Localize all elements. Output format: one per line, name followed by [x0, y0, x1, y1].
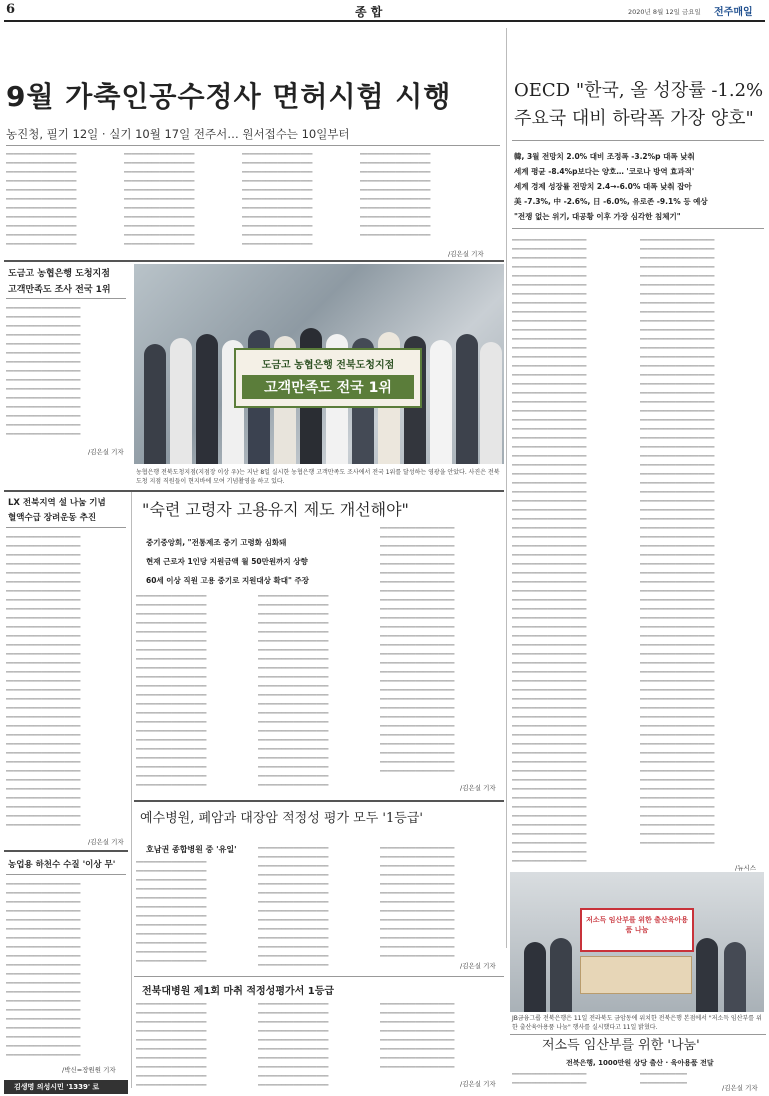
jbuh-byline: /김은실 기자	[460, 1080, 496, 1088]
jbuh-body-col1: ━━━━━━━━━━━━━━━━━━ ━━━━━━━━━━━━━━━━━━ ━━━━━━━━━━━━━━━━━━ ━━━━━━━━━━━━━━━━━━ ━━━━━━━━━━━━━━━━━━ ━━━━━━━━━━━━━━━━━━ ━━━━━━━━━━━━━━━━━━ ━━━━━━━━━━━━━━━━━━ ━━━━━━━━━━━━━━━━━━ ━━━━━━━━━━━━━━━━━━	[136, 1000, 207, 1089]
masthead-rule	[4, 20, 765, 22]
aged-headline: "숙련 고령자 고용유지 제도 개선해야"	[142, 500, 409, 519]
lead-body-col1: ━━━━━━━━━━━━━━━━━━ ━━━━━━━━━━━━━━━━━━ ━━━━━━━━━━━━━━━━━━ ━━━━━━━━━━━━━━━━━━ ━━━━━━━━━━━━━━━━━━ ━━━━━━━━━━━━━━━━━━ ━━━━━━━━━━━━━━━━━━ ━━━━━━━━━━━━━━━━━━ ━━━━━━━━━━━━━━━━━━ ━━━━━━━━━━━━━━━━━━ ━━━━━━━━━━━━━━━━━━	[6, 150, 77, 248]
lead-byline: /김은실 기자	[448, 250, 484, 258]
nonghyup-banner-line2: 고객만족도 전국 1위	[242, 375, 414, 399]
nonghyup-staff-photo	[134, 264, 504, 464]
lx-headline: 혈액수급 장려운동 추진	[8, 513, 97, 523]
jbbank-donation-photo	[510, 872, 764, 1012]
aged-body-col1: ━━━━━━━━━━━━━━━━━━ ━━━━━━━━━━━━━━━━━━ ━━━━━━━━━━━━━━━━━━ ━━━━━━━━━━━━━━━━━━ ━━━━━━━━━━━━━━━━━━ ━━━━━━━━━━━━━━━━━━ ━━━━━━━━━━━━━━━━━━ ━━━━━━━━━━━━━━━━━━ ━━━━━━━━━━━━━━━━━━ ━━━━━━━━━━━━━━━━━━ ━━━━━━━━━━━━━━━━━━ ━━━━━━━━━━━━━━━━━━ ━━━━━━━━━━━━━━━━━━ ━━━━━━━━━━━━━━━━━━ ━━━━━━━━━━━━━━━━━━ ━━━━━━━━━━━━━━━━━━ ━━━━━━━━━━━━━━━━━━ ━━━━━━━━━━━━━━━━━━ ━━━━━━━━━━━━━━━━━━ ━━━━━━━━━━━━━━━━━━ ━━━━━━━━━━━━━━━━━━ ━━━━━━━━━━━━━━━━━━	[136, 592, 207, 789]
nonghyup-headline: 고객만족도 조사 전국 1위	[8, 285, 111, 295]
jbbank-photo-caption: JB금융그룹 전북은행은 11일 전라북도 금암동에 위치한 전북은행 본점에서 "저소득 임산부를 위한 출산육아용품 나눔" 행사를 실시했다고 11일 밝혔다.	[512, 1015, 762, 1031]
oecd-summary-rule	[512, 228, 764, 229]
aged-body-col3: ━━━━━━━━━━━━━━━━━━━ ━━━━━━━━━━━━━━━━━━━ ━━━━━━━━━━━━━━━━━━━ ━━━━━━━━━━━━━━━━━━━ ━━━━━━━━━━━━━━━━━━━ ━━━━━━━━━━━━━━━━━━━ ━━━━━━━━━━━━━━━━━━━ ━━━━━━━━━━━━━━━━━━━ ━━━━━━━━━━━━━━━━━━━ ━━━━━━━━━━━━━━━━━━━ ━━━━━━━━━━━━━━━━━━━ ━━━━━━━━━━━━━━━━━━━ ━━━━━━━━━━━━━━━━━━━ ━━━━━━━━━━━━━━━━━━━ ━━━━━━━━━━━━━━━━━━━ ━━━━━━━━━━━━━━━━━━━ ━━━━━━━━━━━━━━━━━━━ ━━━━━━━━━━━━━━━━━━━ ━━━━━━━━━━━━━━━━━━━ ━━━━━━━━━━━━━━━━━━━ ━━━━━━━━━━━━━━━━━━━ ━━━━━━━━━━━━━━━━━━━ ━━━━━━━━━━━━━━━━━━━ ━━━━━━━━━━━━━━━━━━━ ━━━━━━━━━━━━━━━━━━━ ━━━━━━━━━━━━━━━━━━━ ━━━━━━━━━━━━━━━━━━━ ━━━━━━━━━━━━━━━━━━━	[380, 524, 455, 775]
hospital-headline: 예수병원, 폐암과 대장암 적정성 평가 모두 '1등급'	[140, 811, 423, 826]
lead-subhead: 농진청, 필기 12일 · 실기 10월 17일 전주서… 원서접수는 10일부터	[6, 127, 350, 141]
lead-body-col4: ━━━━━━━━━━━━━━━━━━ ━━━━━━━━━━━━━━━━━━ ━━━━━━━━━━━━━━━━━━ ━━━━━━━━━━━━━━━━━━ ━━━━━━━━━━━━━━━━━━ ━━━━━━━━━━━━━━━━━━ ━━━━━━━━━━━━━━━━━━ ━━━━━━━━━━━━━━━━━━ ━━━━━━━━━━━━━━━━━━ ━━━━━━━━━━━━━━━━━━	[360, 150, 431, 239]
agri-body: ━━━━━━━━━━━━━━━━━━━ ━━━━━━━━━━━━━━━━━━━ ━━━━━━━━━━━━━━━━━━━ ━━━━━━━━━━━━━━━━━━━ ━━━━━━━━━━━━━━━━━━━ ━━━━━━━━━━━━━━━━━━━ ━━━━━━━━━━━━━━━━━━━ ━━━━━━━━━━━━━━━━━━━ ━━━━━━━━━━━━━━━━━━━ ━━━━━━━━━━━━━━━━━━━ ━━━━━━━━━━━━━━━━━━━ ━━━━━━━━━━━━━━━━━━━ ━━━━━━━━━━━━━━━━━━━ ━━━━━━━━━━━━━━━━━━━ ━━━━━━━━━━━━━━━━━━━ ━━━━━━━━━━━━━━━━━━━ ━━━━━━━━━━━━━━━━━━━ ━━━━━━━━━━━━━━━━━━━ ━━━━━━━━━━━━━━━━━━━ ━━━━━━━━━━━━━━━━━━━	[6, 880, 81, 1059]
agri-headline: 농업용 하천수 수질 '이상 무'	[8, 860, 116, 870]
poverty-byline: /김은실 기자	[722, 1084, 758, 1092]
page-number: 6	[6, 2, 16, 17]
nonghyup-top-rule	[4, 260, 504, 262]
aged-body-col2: ━━━━━━━━━━━━━━━━━━ ━━━━━━━━━━━━━━━━━━ ━━━━━━━━━━━━━━━━━━ ━━━━━━━━━━━━━━━━━━ ━━━━━━━━━━━━━━━━━━ ━━━━━━━━━━━━━━━━━━ ━━━━━━━━━━━━━━━━━━ ━━━━━━━━━━━━━━━━━━ ━━━━━━━━━━━━━━━━━━ ━━━━━━━━━━━━━━━━━━ ━━━━━━━━━━━━━━━━━━ ━━━━━━━━━━━━━━━━━━ ━━━━━━━━━━━━━━━━━━ ━━━━━━━━━━━━━━━━━━ ━━━━━━━━━━━━━━━━━━ ━━━━━━━━━━━━━━━━━━ ━━━━━━━━━━━━━━━━━━ ━━━━━━━━━━━━━━━━━━ ━━━━━━━━━━━━━━━━━━ ━━━━━━━━━━━━━━━━━━ ━━━━━━━━━━━━━━━━━━ ━━━━━━━━━━━━━━━━━━	[258, 592, 329, 789]
oecd-summary-2: 세계 평균 -8.4%p보다는 양호… '코로나 방역 효과적'	[514, 167, 695, 176]
oecd-rule	[512, 140, 764, 141]
lx-byline: /김은실 기자	[88, 838, 124, 846]
hospital-subhead: 호남권 종합병원 중 '유일'	[146, 845, 237, 854]
aged-deck-3: 60세 이상 직원 고용 중기로 지원대상 확대" 주장	[146, 576, 310, 585]
poverty-body-col1: ━━━━━━━━━━━━━━━━━━━ ━━━━━━━━━━━━━━━━━━━	[512, 1070, 587, 1087]
hospital-byline: /김은실 기자	[460, 962, 496, 970]
lx-top-rule	[4, 490, 504, 492]
oecd-body-col1: ━━━━━━━━━━━━━━━━━━━ ━━━━━━━━━━━━━━━━━━━ ━━━━━━━━━━━━━━━━━━━ ━━━━━━━━━━━━━━━━━━━ ━━━━━━━━━━━━━━━━━━━ ━━━━━━━━━━━━━━━━━━━ ━━━━━━━━━━━━━━━━━━━ ━━━━━━━━━━━━━━━━━━━ ━━━━━━━━━━━━━━━━━━━ ━━━━━━━━━━━━━━━━━━━ ━━━━━━━━━━━━━━━━━━━ ━━━━━━━━━━━━━━━━━━━ ━━━━━━━━━━━━━━━━━━━ ━━━━━━━━━━━━━━━━━━━ ━━━━━━━━━━━━━━━━━━━ ━━━━━━━━━━━━━━━━━━━ ━━━━━━━━━━━━━━━━━━━ ━━━━━━━━━━━━━━━━━━━ ━━━━━━━━━━━━━━━━━━━ ━━━━━━━━━━━━━━━━━━━ ━━━━━━━━━━━━━━━━━━━ ━━━━━━━━━━━━━━━━━━━ ━━━━━━━━━━━━━━━━━━━ ━━━━━━━━━━━━━━━━━━━ ━━━━━━━━━━━━━━━━━━━ ━━━━━━━━━━━━━━━━━━━ ━━━━━━━━━━━━━━━━━━━ ━━━━━━━━━━━━━━━━━━━ ━━━━━━━━━━━━━━━━━━━ ━━━━━━━━━━━━━━━━━━━ ━━━━━━━━━━━━━━━━━━━ ━━━━━━━━━━━━━━━━━━━ ━━━━━━━━━━━━━━━━━━━ ━━━━━━━━━━━━━━━━━━━ ━━━━━━━━━━━━━━━━━━━ ━━━━━━━━━━━━━━━━━━━ ━━━━━━━━━━━━━━━━━━━ ━━━━━━━━━━━━━━━━━━━ ━━━━━━━━━━━━━━━━━━━ ━━━━━━━━━━━━━━━━━━━ ━━━━━━━━━━━━━━━━━━━ ━━━━━━━━━━━━━━━━━━━ ━━━━━━━━━━━━━━━━━━━ ━━━━━━━━━━━━━━━━━━━ ━━━━━━━━━━━━━━━━━━━ ━━━━━━━━━━━━━━━━━━━ ━━━━━━━━━━━━━━━━━━━ ━━━━━━━━━━━━━━━━━━━ ━━━━━━━━━━━━━━━━━━━ ━━━━━━━━━━━━━━━━━━━ ━━━━━━━━━━━━━━━━━━━ ━━━━━━━━━━━━━━━━━━━ ━━━━━━━━━━━━━━━━━━━ ━━━━━━━━━━━━━━━━━━━ ━━━━━━━━━━━━━━━━━━━ ━━━━━━━━━━━━━━━━━━━ ━━━━━━━━━━━━━━━━━━━ ━━━━━━━━━━━━━━━━━━━ ━━━━━━━━━━━━━━━━━━━ ━━━━━━━━━━━━━━━━━━━ ━━━━━━━━━━━━━━━━━━━ ━━━━━━━━━━━━━━━━━━━ ━━━━━━━━━━━━━━━━━━━ ━━━━━━━━━━━━━━━━━━━ ━━━━━━━━━━━━━━━━━━━ ━━━━━━━━━━━━━━━━━━━ ━━━━━━━━━━━━━━━━━━━ ━━━━━━━━━━━━━━━━━━━ ━━━━━━━━━━━━━━━━━━━ ━━━━━━━━━━━━━━━━━━━	[512, 236, 587, 865]
lx-kicker: LX 전북지역 설 나눔 기념	[8, 498, 106, 508]
agri-notice-text: 김생명 의성시민 '1339' 로	[14, 1083, 100, 1091]
agri-byline: /박신=장원원 기자	[62, 1066, 116, 1074]
jbuh-headline: 전북대병원 제1회 마취 적정성평가서 1등급	[142, 986, 335, 997]
jbbank-banner-text: 저소득 임산부를 위한 출산육아용품 나눔	[586, 916, 688, 934]
aged-deck-2: 현재 근로자 1인당 지원금액 월 50만원까지 상향	[146, 557, 308, 566]
jbuh-top-rule	[134, 976, 504, 977]
jbbank-donation-banner	[580, 908, 694, 952]
nonghyup-byline: /김은실 기자	[88, 448, 124, 456]
nonghyup-head-rule	[6, 298, 126, 299]
lead-body-col3: ━━━━━━━━━━━━━━━━━━ ━━━━━━━━━━━━━━━━━━ ━━━━━━━━━━━━━━━━━━ ━━━━━━━━━━━━━━━━━━ ━━━━━━━━━━━━━━━━━━ ━━━━━━━━━━━━━━━━━━ ━━━━━━━━━━━━━━━━━━ ━━━━━━━━━━━━━━━━━━ ━━━━━━━━━━━━━━━━━━ ━━━━━━━━━━━━━━━━━━ ━━━━━━━━━━━━━━━━━━	[242, 150, 313, 248]
hospital-body-col1: ━━━━━━━━━━━━━━━━━━ ━━━━━━━━━━━━━━━━━━ ━━━━━━━━━━━━━━━━━━ ━━━━━━━━━━━━━━━━━━ ━━━━━━━━━━━━━━━━━━ ━━━━━━━━━━━━━━━━━━ ━━━━━━━━━━━━━━━━━━ ━━━━━━━━━━━━━━━━━━ ━━━━━━━━━━━━━━━━━━ ━━━━━━━━━━━━━━━━━━ ━━━━━━━━━━━━━━━━━━ ━━━━━━━━━━━━━━━━━━	[136, 858, 207, 965]
issue-date: 2020년 8월 12일 금요일	[628, 8, 701, 16]
section-name: 종 합	[355, 5, 383, 19]
oecd-body-col2: ━━━━━━━━━━━━━━━━━━━ ━━━━━━━━━━━━━━━━━━━ ━━━━━━━━━━━━━━━━━━━ ━━━━━━━━━━━━━━━━━━━ ━━━━━━━━━━━━━━━━━━━ ━━━━━━━━━━━━━━━━━━━ ━━━━━━━━━━━━━━━━━━━ ━━━━━━━━━━━━━━━━━━━ ━━━━━━━━━━━━━━━━━━━ ━━━━━━━━━━━━━━━━━━━ ━━━━━━━━━━━━━━━━━━━ ━━━━━━━━━━━━━━━━━━━ ━━━━━━━━━━━━━━━━━━━ ━━━━━━━━━━━━━━━━━━━ ━━━━━━━━━━━━━━━━━━━ ━━━━━━━━━━━━━━━━━━━ ━━━━━━━━━━━━━━━━━━━ ━━━━━━━━━━━━━━━━━━━ ━━━━━━━━━━━━━━━━━━━ ━━━━━━━━━━━━━━━━━━━ ━━━━━━━━━━━━━━━━━━━ ━━━━━━━━━━━━━━━━━━━ ━━━━━━━━━━━━━━━━━━━ ━━━━━━━━━━━━━━━━━━━ ━━━━━━━━━━━━━━━━━━━ ━━━━━━━━━━━━━━━━━━━ ━━━━━━━━━━━━━━━━━━━ ━━━━━━━━━━━━━━━━━━━ ━━━━━━━━━━━━━━━━━━━ ━━━━━━━━━━━━━━━━━━━ ━━━━━━━━━━━━━━━━━━━ ━━━━━━━━━━━━━━━━━━━ ━━━━━━━━━━━━━━━━━━━ ━━━━━━━━━━━━━━━━━━━ ━━━━━━━━━━━━━━━━━━━ ━━━━━━━━━━━━━━━━━━━ ━━━━━━━━━━━━━━━━━━━ ━━━━━━━━━━━━━━━━━━━ ━━━━━━━━━━━━━━━━━━━ ━━━━━━━━━━━━━━━━━━━ ━━━━━━━━━━━━━━━━━━━ ━━━━━━━━━━━━━━━━━━━ ━━━━━━━━━━━━━━━━━━━ ━━━━━━━━━━━━━━━━━━━ ━━━━━━━━━━━━━━━━━━━ ━━━━━━━━━━━━━━━━━━━ ━━━━━━━━━━━━━━━━━━━ ━━━━━━━━━━━━━━━━━━━ ━━━━━━━━━━━━━━━━━━━ ━━━━━━━━━━━━━━━━━━━ ━━━━━━━━━━━━━━━━━━━ ━━━━━━━━━━━━━━━━━━━ ━━━━━━━━━━━━━━━━━━━ ━━━━━━━━━━━━━━━━━━━ ━━━━━━━━━━━━━━━━━━━ ━━━━━━━━━━━━━━━━━━━ ━━━━━━━━━━━━━━━━━━━ ━━━━━━━━━━━━━━━━━━━ ━━━━━━━━━━━━━━━━━━━ ━━━━━━━━━━━━━━━━━━━ ━━━━━━━━━━━━━━━━━━━ ━━━━━━━━━━━━━━━━━━━ ━━━━━━━━━━━━━━━━━━━ ━━━━━━━━━━━━━━━━━━━ ━━━━━━━━━━━━━━━━━━━ ━━━━━━━━━━━━━━━━━━━ ━━━━━━━━━━━━━━━━━━━ ━━━━━━━━━━━━━━━━━━━	[640, 236, 715, 847]
lead-body-col2: ━━━━━━━━━━━━━━━━━━ ━━━━━━━━━━━━━━━━━━ ━━━━━━━━━━━━━━━━━━ ━━━━━━━━━━━━━━━━━━ ━━━━━━━━━━━━━━━━━━ ━━━━━━━━━━━━━━━━━━ ━━━━━━━━━━━━━━━━━━ ━━━━━━━━━━━━━━━━━━ ━━━━━━━━━━━━━━━━━━ ━━━━━━━━━━━━━━━━━━ ━━━━━━━━━━━━━━━━━━	[124, 150, 195, 248]
agri-notice-bar	[4, 1080, 128, 1094]
column-divider-left	[131, 492, 132, 1088]
poverty-subhead: 전북은행, 1000만원 상당 출산 · 육아용품 전달	[566, 1059, 714, 1067]
oecd-summary-5: "전쟁 없는 위기, 대공황 이후 가장 심각한 침체기"	[514, 212, 681, 221]
lx-body: ━━━━━━━━━━━━━━━━━━━ ━━━━━━━━━━━━━━━━━━━ ━━━━━━━━━━━━━━━━━━━ ━━━━━━━━━━━━━━━━━━━ ━━━━━━━━━━━━━━━━━━━ ━━━━━━━━━━━━━━━━━━━ ━━━━━━━━━━━━━━━━━━━ ━━━━━━━━━━━━━━━━━━━ ━━━━━━━━━━━━━━━━━━━ ━━━━━━━━━━━━━━━━━━━ ━━━━━━━━━━━━━━━━━━━ ━━━━━━━━━━━━━━━━━━━ ━━━━━━━━━━━━━━━━━━━ ━━━━━━━━━━━━━━━━━━━ ━━━━━━━━━━━━━━━━━━━ ━━━━━━━━━━━━━━━━━━━ ━━━━━━━━━━━━━━━━━━━ ━━━━━━━━━━━━━━━━━━━ ━━━━━━━━━━━━━━━━━━━ ━━━━━━━━━━━━━━━━━━━ ━━━━━━━━━━━━━━━━━━━ ━━━━━━━━━━━━━━━━━━━ ━━━━━━━━━━━━━━━━━━━ ━━━━━━━━━━━━━━━━━━━ ━━━━━━━━━━━━━━━━━━━ ━━━━━━━━━━━━━━━━━━━ ━━━━━━━━━━━━━━━━━━━ ━━━━━━━━━━━━━━━━━━━ ━━━━━━━━━━━━━━━━━━━ ━━━━━━━━━━━━━━━━━━━ ━━━━━━━━━━━━━━━━━━━ ━━━━━━━━━━━━━━━━━━━ ━━━━━━━━━━━━━━━━━━━	[6, 533, 81, 829]
agri-top-rule	[4, 850, 128, 852]
lx-head-rule	[6, 527, 126, 528]
jbuh-body-col2: ━━━━━━━━━━━━━━━━━━ ━━━━━━━━━━━━━━━━━━ ━━━━━━━━━━━━━━━━━━ ━━━━━━━━━━━━━━━━━━ ━━━━━━━━━━━━━━━━━━ ━━━━━━━━━━━━━━━━━━ ━━━━━━━━━━━━━━━━━━ ━━━━━━━━━━━━━━━━━━ ━━━━━━━━━━━━━━━━━━ ━━━━━━━━━━━━━━━━━━	[258, 1000, 329, 1089]
lead-subhead-rule	[6, 145, 500, 146]
column-divider-right	[506, 28, 507, 948]
oecd-summary-4: 美 -7.3%, 中 -2.6%, 日 -6.0%, 유로존 -9.1% 등 예상	[514, 197, 708, 206]
hospital-top-rule	[134, 800, 504, 802]
nonghyup-banner	[234, 348, 422, 408]
aged-deck-1: 중기중앙회, "전통제조 중기 고령화 심화돼	[146, 538, 287, 547]
poverty-body-col2: ━━━━━━━━━━━━ ━━━━━━━━━━━━	[640, 1070, 687, 1087]
nonghyup-body: ━━━━━━━━━━━━━━━━━━━ ━━━━━━━━━━━━━━━━━━━ ━━━━━━━━━━━━━━━━━━━ ━━━━━━━━━━━━━━━━━━━ ━━━━━━━━━━━━━━━━━━━ ━━━━━━━━━━━━━━━━━━━ ━━━━━━━━━━━━━━━━━━━ ━━━━━━━━━━━━━━━━━━━ ━━━━━━━━━━━━━━━━━━━ ━━━━━━━━━━━━━━━━━━━ ━━━━━━━━━━━━━━━━━━━ ━━━━━━━━━━━━━━━━━━━ ━━━━━━━━━━━━━━━━━━━ ━━━━━━━━━━━━━━━━━━━ ━━━━━━━━━━━━━━━━━━━	[6, 304, 81, 438]
agri-head-rule	[6, 874, 126, 875]
oecd-headline-line1: OECD "한국, 올 성장률 -1.2%	[514, 80, 764, 101]
nonghyup-banner-line1: 도금고 농협은행 전북도청지점	[261, 360, 395, 371]
poverty-headline: 저소득 임산부를 위한 '나눔'	[542, 1038, 700, 1053]
nonghyup-kicker: 도금고 농협은행 도청지점	[8, 269, 110, 279]
poverty-top-rule	[510, 1034, 766, 1035]
hospital-body-col2: ━━━━━━━━━━━━━━━━━━ ━━━━━━━━━━━━━━━━━━ ━━━━━━━━━━━━━━━━━━ ━━━━━━━━━━━━━━━━━━ ━━━━━━━━━━━━━━━━━━ ━━━━━━━━━━━━━━━━━━ ━━━━━━━━━━━━━━━━━━ ━━━━━━━━━━━━━━━━━━ ━━━━━━━━━━━━━━━━━━ ━━━━━━━━━━━━━━━━━━ ━━━━━━━━━━━━━━━━━━ ━━━━━━━━━━━━━━━━━━ ━━━━━━━━━━━━━━━━━━ ━━━━━━━━━━━━━━━━━━	[258, 844, 329, 969]
lead-headline: 9월 가축인공수정사 면허시험 시행	[6, 80, 452, 113]
jbuh-body-col3: ━━━━━━━━━━━━━━━━━━━ ━━━━━━━━━━━━━━━━━━━ ━━━━━━━━━━━━━━━━━━━ ━━━━━━━━━━━━━━━━━━━ ━━━━━━━━━━━━━━━━━━━ ━━━━━━━━━━━━━━━━━━━ ━━━━━━━━━━━━━━━━━━━ ━━━━━━━━━━━━━━━━━━━	[380, 1000, 455, 1071]
nonghyup-photo-caption: 농협은행 전북도청지점(지점장 이상 우)는 지난 8일 실시한 농협은행 고객만족도 조사에서 전국 1위를 달성하는 영광을 안았다. 사진은 전북도청 지점 직원들이 현지바에 모여 기념촬영을 하고 있다.	[136, 469, 500, 485]
oecd-byline: /뉴시스	[735, 864, 757, 872]
oecd-summary-3: 세계 경제 성장률 전망치 2.4→-6.0% 대폭 낮춰 잡아	[514, 182, 692, 191]
oecd-summary-1: 韓, 3월 전망치 2.0% 대비 조정폭 -3.2%p 대폭 낮춰	[514, 152, 695, 161]
oecd-headline-line2: 주요국 대비 하락폭 가장 양호"	[514, 108, 754, 129]
paper-name: 전주매일	[714, 7, 753, 18]
hospital-body-col3: ━━━━━━━━━━━━━━━━━━━ ━━━━━━━━━━━━━━━━━━━ ━━━━━━━━━━━━━━━━━━━ ━━━━━━━━━━━━━━━━━━━ ━━━━━━━━━━━━━━━━━━━ ━━━━━━━━━━━━━━━━━━━ ━━━━━━━━━━━━━━━━━━━ ━━━━━━━━━━━━━━━━━━━ ━━━━━━━━━━━━━━━━━━━ ━━━━━━━━━━━━━━━━━━━ ━━━━━━━━━━━━━━━━━━━ ━━━━━━━━━━━━━━━━━━━ ━━━━━━━━━━━━━━━━━━━	[380, 844, 455, 960]
aged-byline: /김은실 기자	[460, 784, 496, 792]
